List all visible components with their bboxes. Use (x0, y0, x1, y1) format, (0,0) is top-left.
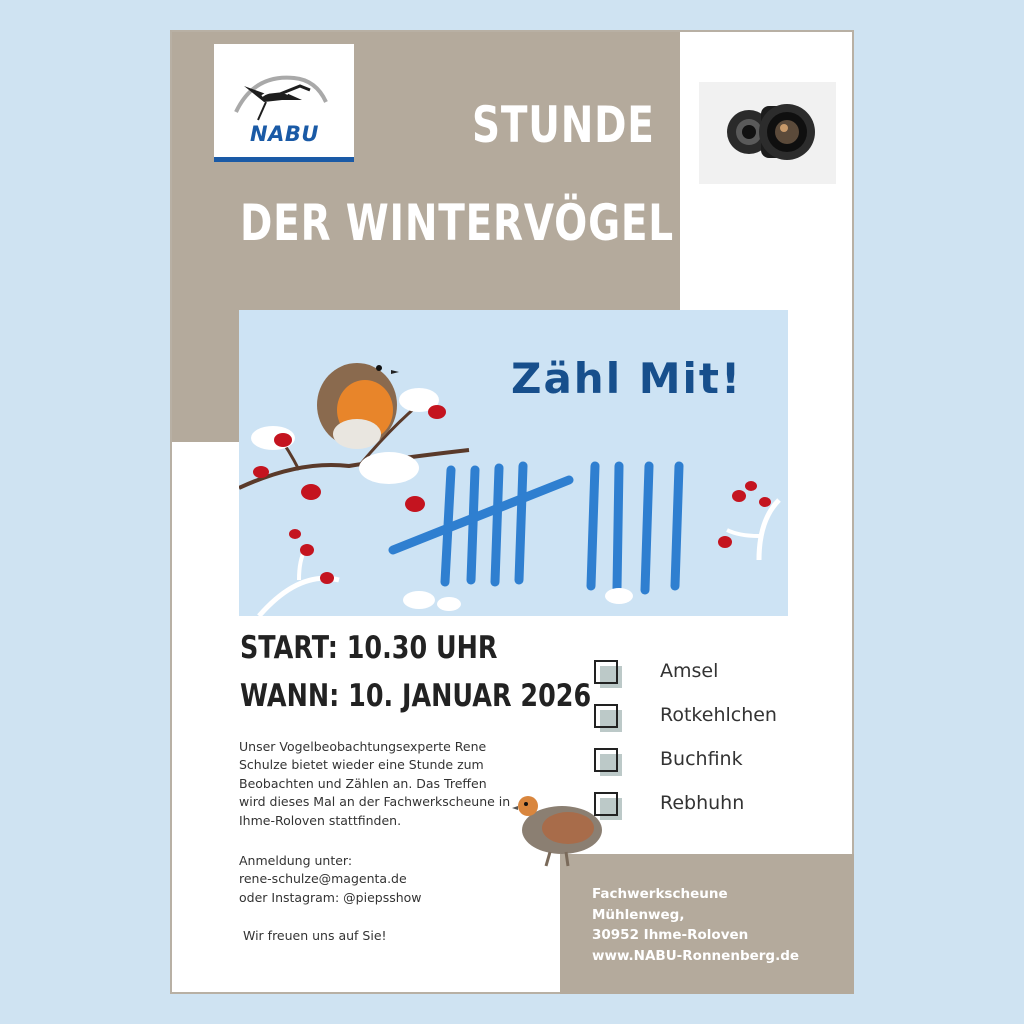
checklist-label: Rotkehlchen (660, 704, 777, 726)
registration-info (239, 852, 422, 907)
right-rosehip-branch (718, 481, 779, 560)
address-venue: Fachwerkscheune (592, 886, 728, 902)
checklist-label: Amsel (660, 660, 719, 682)
registration-email: rene-schulze@magenta.de (239, 871, 407, 887)
left-small-branch (259, 529, 339, 616)
checklist-label: Rebhuhn (660, 792, 745, 814)
address-website[interactable]: www.NABU-Ronnenberg.de (592, 947, 800, 964)
checklist-label: Buchfink (660, 748, 743, 770)
event-date: WANN: 10. JANUAR 2026 (240, 678, 592, 714)
registration-label: Anmeldung unter: (239, 853, 353, 868)
address-street: Mühlenweg, (592, 906, 685, 923)
event-description: Unser Vogelbeobachtungsexperte Rene Schulze bietet wieder eine Stunde zum Beobachten und Zählen an. Das Treffen wird dieses Mal an der Fachwerkscheune in Ihme-Roloven stattfinden. (239, 739, 511, 828)
checkbox[interactable] (594, 660, 618, 684)
checkbox[interactable] (594, 792, 618, 816)
checkbox[interactable] (594, 748, 618, 772)
title-line-2: DER WINTERVÖGEL (240, 194, 674, 252)
count-along-heading: Zähl Mit! (511, 354, 743, 403)
flyer (170, 30, 854, 994)
logo-underline (214, 157, 354, 162)
tally-marks (393, 466, 679, 590)
checkbox[interactable] (594, 704, 618, 728)
logo-wordmark: NABU (250, 122, 319, 146)
snow-mounds (403, 588, 633, 611)
event-start-time: START: 10.30 UHR (240, 630, 498, 666)
event-address (592, 884, 799, 966)
registration-instagram: oder Instagram: @piepsshow (239, 889, 422, 905)
camera-lens-icon (699, 82, 836, 184)
closing-text: Wir freuen uns auf Sie! (243, 928, 387, 943)
camera-lens-photo (699, 82, 836, 184)
address-city: 30952 Ihme-Roloven (592, 927, 749, 943)
stork-icon (214, 44, 354, 124)
nabu-logo (214, 44, 354, 162)
title-line-1: STUNDE (472, 96, 655, 154)
count-banner (239, 310, 788, 616)
